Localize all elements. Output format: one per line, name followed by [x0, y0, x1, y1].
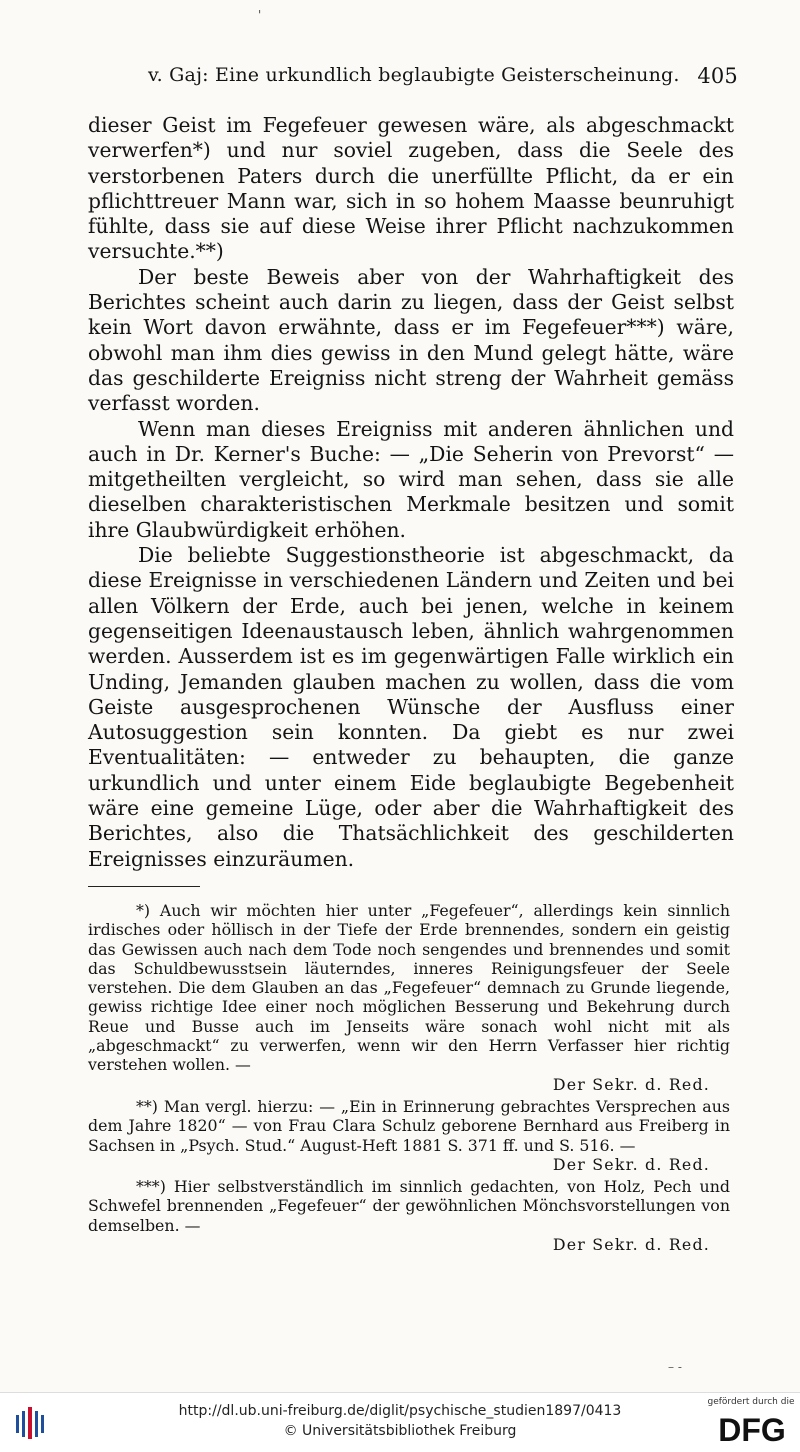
- dfg-funding: [705, 1397, 797, 1449]
- footnote-3-text: ***) Hier selbstverständlich im sinnlich gedachten, von Holz, Pech und Schwefel brennenden „Fegefeuer“ der gewöhnlichen Mönchsvorstellungen von demselben. —: [88, 1177, 730, 1235]
- running-header: [148, 64, 738, 94]
- main-text: [88, 113, 734, 872]
- header-title: v. Gaj: Eine urkundlich beglaubigte Geisterscheinung.: [148, 64, 680, 86]
- page-number: 405: [697, 64, 738, 88]
- stray-mark-top: ': [258, 8, 262, 22]
- footnote-1-signature: Der Sekr. d. Red.: [552, 1074, 710, 1094]
- footnote-1: [88, 901, 730, 1094]
- permalink-url[interactable]: http://dl.ub.uni-freiburg.de/diglit/psychische_studien1897/0413: [178, 1403, 622, 1419]
- dfg-logo-icon: [709, 1411, 795, 1447]
- paragraph-4: Die beliebte Suggestionstheorie ist abgeschmackt, da diese Ereignisse in verschiedenen Ländern und Zeiten und bei allen Völkern der Erde, auch bei jenen, welche in keinem gegenseitigen Ideenaustausch leben, ähnlich wahrgenommen werden. Ausserdem ist es im gegenwärtigen Falle wirklich ein Unding, Jemanden glauben machen zu wollen, dass die vom Geiste ausgesprochenen Wünsche der Ausfluss einer Autosuggestion sein konnten. Da giebt es nur zwei Eventualitäten: — entweder zu behaupten, die ganze urkundlich und unter einem Eide beglaubigte Begebenheit wäre eine gemeine Lüge, oder aber die Wahrhaftigkeit des Berichtes, also die Thatsächlichkeit des geschilderten Ereignisses einzuräumen.: [88, 543, 734, 871]
- footer-bar: [0, 1392, 800, 1452]
- paragraph-2: Der beste Beweis aber von der Wahrhaftigkeit des Berichtes scheint auch darin zu liegen, dass der Geist selbst kein Wort davon erwähnte, dass er im Fegefeuer***) wäre, obwohl man ihm dies gewiss in den Mund gelegt hätte, wäre das geschilderte Ereigniss nicht streng der Wahrheit gemäss verfasst worden.: [88, 264, 734, 416]
- footnote-3: [88, 1177, 730, 1254]
- paragraph-1: dieser Geist im Fegefeuer gewesen wäre, als abgeschmackt verwerfen*) und nur soviel zugeben, dass die Seele des verstorbenen Paters durch die unerfüllte Pflicht, da er ein pflichttreuer Mann war, sich in so hohem Maasse beunruhigt fühlte, dass sie auf diese Weise ihrer Pflicht nachzukommen versuchte.**): [88, 113, 734, 264]
- svg-text:DFG: DFG: [718, 1412, 786, 1447]
- footnotes: [88, 901, 730, 1257]
- dfg-caption: gefördert durch die: [707, 1397, 795, 1407]
- footnote-2-text: **) Man vergl. hierzu: — „Ein in Erinnerung gebrachtes Versprechen aus dem Jahre 1820“ — von Frau Clara Schulz geborene Bernhard aus Freiberg in Sachsen in „Psych. Stud.“ August-Heft 1881 S. 371 ff. und S. 516. —: [88, 1096, 730, 1155]
- paragraph-3: Wenn man dieses Ereigniss mit anderen ähnlichen und auch in Dr. Kerner's Buche: — „Die Seherin von Prevorst“ — mitgetheilten vergleicht, so wird man sehen, dass sie alle dieselben charakteristischen Merkmale besitzen und somit ihre Glaubwürdigkeit erhöhen.: [88, 416, 734, 542]
- stray-marks-bottom: – -: [668, 1360, 682, 1374]
- footnote-2-signature: Der Sekr. d. Red.: [552, 1154, 710, 1174]
- footnote-divider: [88, 886, 200, 887]
- footnote-2: [88, 1097, 730, 1174]
- copyright-notice: © Universitätsbibliothek Freiburg: [283, 1423, 517, 1439]
- footnote-3-signature: Der Sekr. d. Red.: [552, 1235, 710, 1255]
- footnote-1-text: *) Auch wir möchten hier unter „Fegefeuer“, allerdings kein sinnlich irdisches oder höllisch in der Tiefe der Erde brennendes, sondern ein geistig das Gewissen auch nach dem Tode noch sengendes und brennendes und somit das Schuldbewusstsein läuterndes, inneres Reinigungsfeuer der Seele verstehen. Die dem Glauben an das „Fegefeuer“ demnach zu Grunde liegende, gewiss richtige Idee einer noch möglichen Besserung und Bekehrung durch Reue und Busse auch im Jenseits wäre sonach wohl nicht mit als „abgeschmackt“ zu verwerfen, wenn wir den Herrn Verfasser hier richtig verstehen wollen. —: [88, 901, 730, 1075]
